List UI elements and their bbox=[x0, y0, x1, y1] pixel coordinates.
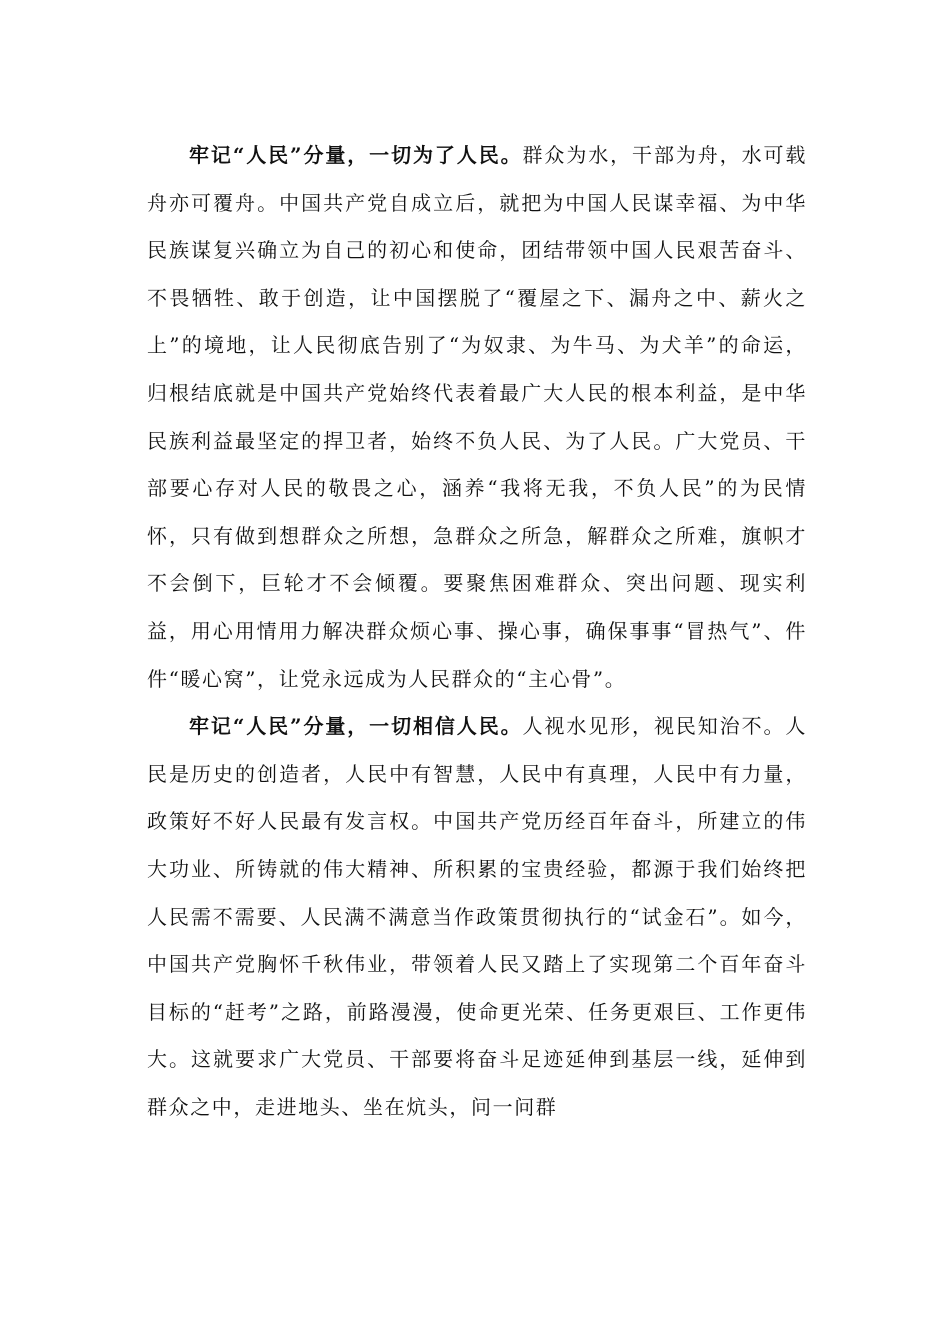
article-body bbox=[147, 132, 807, 1131]
paragraph-2-lead: 牢记“人民”分量，一切相信人民。 bbox=[189, 714, 523, 739]
paragraph-2 bbox=[147, 703, 807, 1131]
paragraph-1-body: 群众为水，干部为舟，水可载舟亦可覆舟。中国共产党自成立后，就把为中国人民谋幸福、为中华民族谋复兴确立为自己的初心和使命，团结带领中国人民艰苦奋斗、不畏牺牲、敢于创造，让中国摆脱了“覆屋之下、漏舟之中、薪火之上”的境地，让人民彻底告别了“为奴隶、为牛马、为犬羊”的命运，归根结底就是中国共产党始终代表着最广大人民的根本利益，是中华民族利益最坚定的捍卫者，始终不负人民、为了人民。广大党员、干部要心存对人民的敬畏之心，涵养“我将无我，不负人民”的为民情怀，只有做到想群众之所想，急群众之所急，解群众之所难，旗帜才不会倒下，巨轮才不会倾覆。要聚焦困难群众、突出问题、现实利益，用心用情用力解决群众烦心事、操心事，确保事事“冒热气”、件件“暖心窝”，让党永远成为人民群众的“主心骨”。 bbox=[147, 143, 807, 691]
paragraph-2-body: 人视水见形，视民知治不。人民是历史的创造者，人民中有智慧，人民中有真理，人民中有力量，政策好不好人民最有发言权。中国共产党历经百年奋斗，所建立的伟大功业、所铸就的伟大精神、所积累的宝贵经验，都源于我们始终把人民需不需要、人民满不满意当作政策贯彻执行的“试金石”。如今，中国共产党胸怀千秋伟业，带领着人民又踏上了实现第二个百年奋斗目标的“赶考”之路，前路漫漫，使命更光荣、任务更艰巨、工作更伟大。这就要求广大党员、干部要将奋斗足迹延伸到基层一线，延伸到群众之中，走进地头、坐在炕头，问一问群 bbox=[147, 714, 807, 1119]
paragraph-1 bbox=[147, 132, 807, 703]
paragraph-1-lead: 牢记“人民”分量，一切为了人民。 bbox=[189, 143, 523, 167]
